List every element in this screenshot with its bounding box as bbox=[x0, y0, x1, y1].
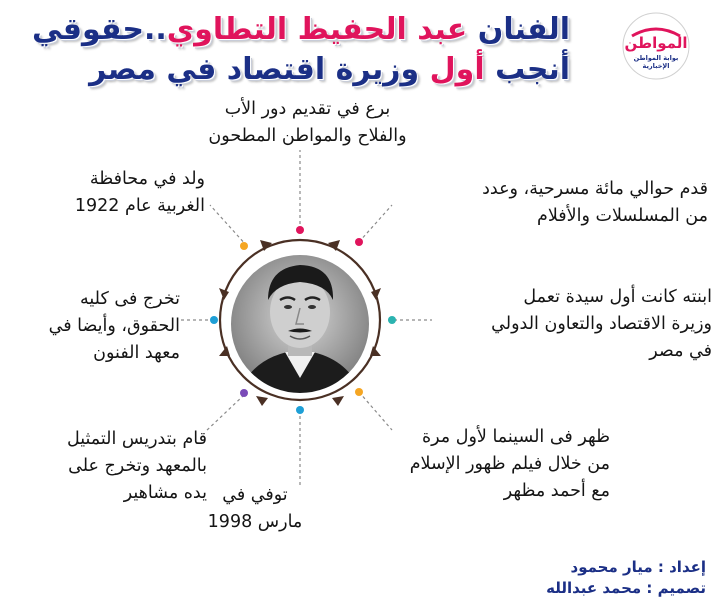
logo-brand: المواطن bbox=[624, 34, 688, 52]
title-text: وزيرة اقتصاد في مصر bbox=[89, 52, 430, 87]
title-text: ..حقوقي bbox=[31, 12, 167, 47]
fact-top: برع في تقديم دور الأب والفلاح والمواطن المطحون bbox=[208, 99, 407, 146]
logo-icon bbox=[620, 10, 692, 82]
logo-tagline-2: الإخبارية bbox=[642, 62, 670, 70]
brand-logo bbox=[620, 10, 692, 82]
dot-bottom-right bbox=[355, 388, 363, 396]
fact-top-right: قدم حوالي مائة مسرحية، وعدد من المسلسلات والأفلام bbox=[482, 179, 708, 226]
dot-top-left bbox=[240, 242, 248, 250]
portrait-photo bbox=[220, 244, 380, 404]
credit-prepared: إعداد : ميار محمود bbox=[570, 558, 706, 576]
dot-right bbox=[388, 316, 396, 324]
dot-top bbox=[296, 226, 304, 234]
title-highlight: أول bbox=[429, 52, 485, 87]
fact-bottom-left: قام بتدريس التمثيل بالمعهد وتخرج على يده مشاهير bbox=[66, 429, 207, 503]
leader-line-bottom-left bbox=[205, 395, 244, 432]
fact-top-left: ولد في محافظة الغربية عام 1922 bbox=[74, 169, 205, 216]
ring-arrow bbox=[332, 396, 344, 406]
leader-line-top-right bbox=[359, 205, 392, 242]
leader-line-top-left bbox=[210, 205, 247, 246]
dot-left bbox=[210, 316, 218, 324]
dot-top-right bbox=[355, 238, 363, 246]
dot-bottom bbox=[296, 406, 304, 414]
title-text: الفنان bbox=[467, 12, 570, 47]
title-text: أنجب bbox=[484, 52, 570, 87]
ring-arrow bbox=[256, 396, 268, 406]
fact-bottom: توفي في مارس 1998 bbox=[207, 485, 303, 532]
ring-arrow bbox=[219, 288, 229, 300]
page-title-line-2 bbox=[10, 52, 570, 88]
credit-design: تصميم : محمد عبدالله bbox=[546, 579, 706, 597]
fact-right: ابنته كانت أول سيدة تعمل وزيرة الاقتصاد والتعاون الدولي في مصر bbox=[491, 287, 712, 361]
logo-tagline-1: بوابة المواطن bbox=[633, 54, 679, 62]
ring-arrow bbox=[371, 288, 381, 300]
title-name-highlight: عبد الحفيظ التطاوي bbox=[166, 12, 468, 47]
dot-bottom-left bbox=[240, 389, 248, 397]
page-title-line-1 bbox=[10, 12, 570, 48]
fact-left: تخرج فى كليه الحقوق، وأيضا في معهد الفنون bbox=[48, 289, 180, 363]
fact-bottom-right: ظهر فى السينما لأول مرة من خلال فيلم ظهور الإسلام مع أحمد مظهر bbox=[409, 427, 610, 501]
